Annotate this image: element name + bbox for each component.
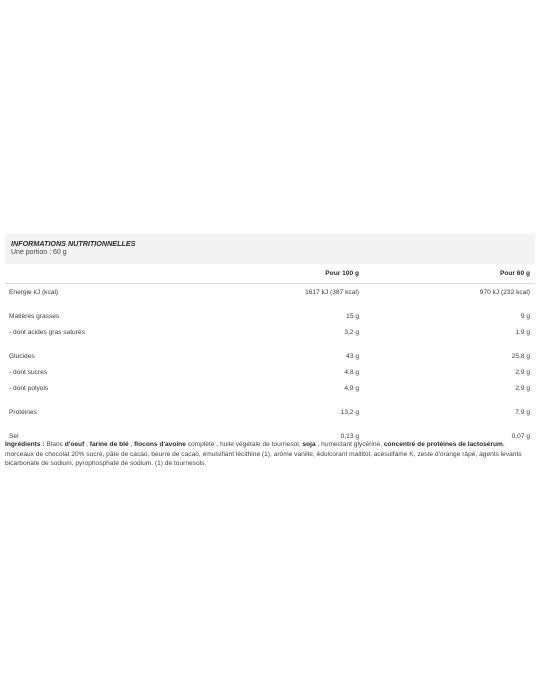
- table-row: [5, 364, 535, 380]
- ingredients-label: Ingrédients :: [5, 441, 45, 448]
- column-header-60g: Pour 60 g: [499, 270, 530, 277]
- allergen-egg: d'oeuf: [64, 441, 85, 448]
- ingredients-part: ,: [128, 441, 135, 448]
- table-row: [5, 308, 535, 324]
- ingredients-part: , morceaux de chocolat 20% sucre, pâte de cacao, beurre de cacao, émulsifiant lécithine (1), arôme vanille, édulcorant maltitol, acésulfame K, zeste d'orange râpé, agents levants bicarbonate de sodium, pyrophosphate de sodium. (1) de tournesols.: [5, 441, 522, 468]
- portion-size: Une portion : 60 g: [11, 249, 67, 256]
- nutrient-label: - dont polyols: [9, 384, 49, 392]
- nutrition-table: [5, 264, 535, 444]
- ingredients-part: ,: [84, 441, 90, 448]
- value-60g: 2,9 g: [515, 368, 530, 376]
- allergen-whey-protein: concentré de protéines de lactosérum: [383, 441, 503, 448]
- nutrition-title: INFORMATIONS NUTRITIONNELLES: [11, 239, 136, 248]
- table-row: [5, 284, 535, 301]
- table-header-row: [5, 264, 535, 284]
- value-100g: 4,8 g: [344, 368, 359, 376]
- allergen-wheat-flour: farine de blé: [89, 441, 129, 448]
- value-100g: 4,9 g: [344, 384, 359, 392]
- value-60g: 7,9 g: [515, 408, 530, 416]
- value-60g: 970 kJ (232 kcal): [359, 284, 535, 301]
- value-100g: 1617 kJ (387 kcal): [209, 284, 359, 301]
- ingredients-part: complète , huile végétale de tournesol,: [185, 441, 303, 448]
- allergen-soy: soja: [302, 441, 316, 448]
- value-60g: 0,07 g: [511, 432, 530, 440]
- value-100g: 13,2 g: [340, 408, 359, 416]
- nutrient-label: Sel: [9, 432, 19, 440]
- value-100g: 43 g: [346, 352, 359, 360]
- value-100g: 3,2 g: [344, 328, 359, 336]
- value-60g: 9 g: [520, 312, 530, 320]
- ingredients-part: Blanc: [44, 441, 65, 448]
- table-row: [5, 348, 535, 364]
- nutrient-label: Matières grasses: [9, 312, 60, 320]
- nutrition-panel: [5, 234, 535, 444]
- ingredients-part: , humectant glycérine,: [315, 441, 384, 448]
- value-100g: 15 g: [346, 312, 359, 320]
- value-60g: 1,9 g: [515, 328, 530, 336]
- nutrient-label: Energie kJ (kcal): [5, 284, 209, 301]
- nutrient-label: - dont sucres: [9, 368, 48, 376]
- ingredients-text: [5, 440, 533, 469]
- value-60g: 25,8 g: [511, 352, 530, 360]
- column-header-100g: Pour 100 g: [325, 270, 359, 277]
- table-row: [5, 380, 535, 396]
- value-60g: 2,9 g: [515, 384, 530, 392]
- table-row: [5, 324, 535, 340]
- nutrient-label: - dont acides gras saturés: [9, 328, 85, 336]
- table-row: [5, 404, 535, 420]
- nutrient-label: Protéines: [9, 408, 37, 416]
- header-empty-cell: [5, 264, 209, 284]
- nutrition-header: [5, 234, 535, 264]
- value-100g: 0,13 g: [340, 432, 359, 440]
- allergen-oat-flakes: flocons d'avoine: [134, 441, 186, 448]
- nutrient-label: Glucides: [9, 352, 35, 360]
